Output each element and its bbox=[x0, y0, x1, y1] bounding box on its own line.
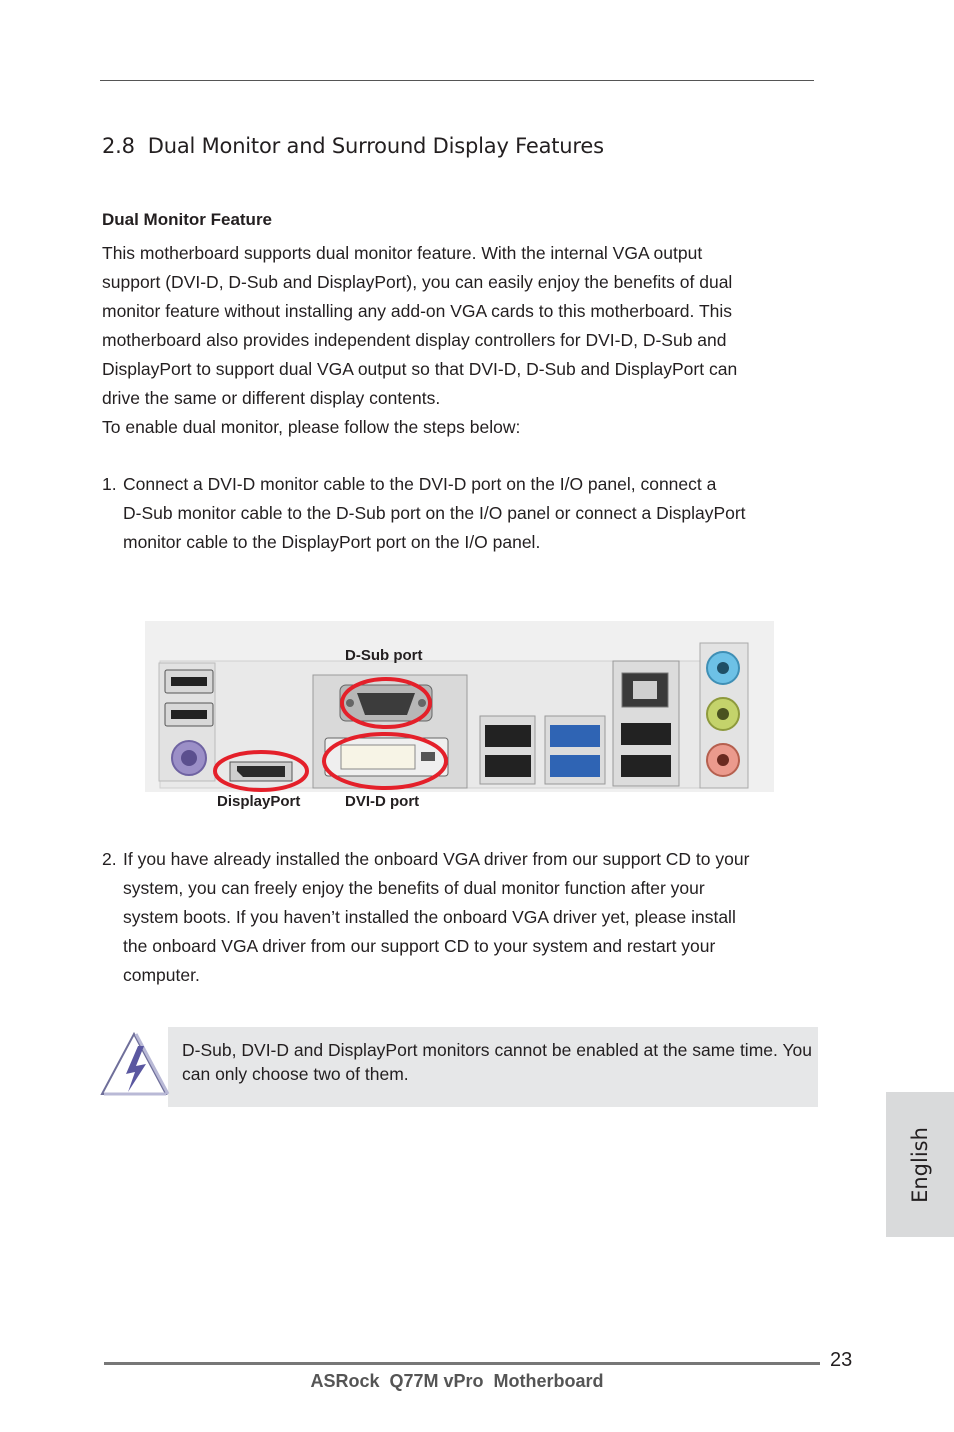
dvid-blade bbox=[421, 752, 435, 761]
usb-slot bbox=[171, 710, 207, 719]
lan-slot bbox=[633, 681, 657, 699]
dvid-pins bbox=[341, 745, 415, 769]
usb3-port-icon bbox=[550, 725, 600, 747]
jack-hole bbox=[717, 754, 729, 766]
top-rule bbox=[100, 80, 814, 81]
step-2-text bbox=[123, 845, 823, 990]
intro-paragraph bbox=[102, 239, 814, 442]
language-tab-text: English bbox=[908, 1126, 933, 1203]
intro-line: drive the same or different display contents. bbox=[102, 388, 441, 408]
intro-line: motherboard also provides independent display controllers for DVI-D, D-Sub and bbox=[102, 330, 727, 350]
step-line: Connect a DVI-D monitor cable to the DVI-D port on the I/O panel, connect a bbox=[123, 474, 717, 494]
step-line: monitor cable to the DisplayPort port on the I/O panel. bbox=[123, 532, 541, 552]
usb-slot bbox=[171, 677, 207, 686]
jack-hole bbox=[717, 662, 729, 674]
step-line: system boots. If you haven’t installed the onboard VGA driver yet, please install bbox=[123, 907, 736, 927]
io-panel-figure bbox=[145, 621, 774, 792]
warning-icon bbox=[100, 1030, 170, 1098]
step-1-number: 1. bbox=[102, 474, 117, 494]
screw-icon bbox=[418, 699, 426, 707]
intro-line: This motherboard supports dual monitor feature. With the internal VGA output bbox=[102, 243, 703, 263]
dsub-port-label: D-Sub port bbox=[345, 647, 423, 664]
sub-heading: Dual Monitor Feature bbox=[102, 210, 273, 229]
page-number: 23 bbox=[830, 1349, 853, 1371]
usb3-port-icon bbox=[550, 755, 600, 777]
language-tab-label bbox=[886, 1092, 954, 1237]
footer-title: ASRock Q77M vPro Motherboard bbox=[310, 1371, 604, 1391]
dvid-port-label: DVI-D port bbox=[345, 793, 420, 810]
section-title-text: Dual Monitor and Surround Display Features bbox=[147, 134, 604, 158]
section-number: 2.8 bbox=[102, 134, 135, 158]
step-line: computer. bbox=[123, 965, 200, 985]
intro-line: To enable dual monitor, please follow the steps below: bbox=[102, 417, 521, 437]
usb-port-icon bbox=[485, 755, 531, 777]
step-line: If you have already installed the onboard VGA driver from our support CD to your bbox=[123, 849, 750, 869]
note-text: D-Sub, DVI-D and DisplayPort monitors cannot be enabled at the same time. You can only choose two of them. bbox=[182, 1040, 812, 1084]
io-panel-drawing bbox=[145, 621, 774, 792]
jack-hole bbox=[717, 708, 729, 720]
step-line: D-Sub monitor cable to the D-Sub port on the I/O panel or connect a DisplayPort bbox=[123, 503, 746, 523]
displayport-slot bbox=[237, 766, 285, 777]
step-1-text bbox=[123, 470, 823, 557]
intro-line: DisplayPort to support dual VGA output so that DVI-D, D-Sub and DisplayPort can bbox=[102, 359, 738, 379]
usb-port-icon bbox=[485, 725, 531, 747]
step-line: the onboard VGA driver from our support CD to your system and restart your bbox=[123, 936, 716, 956]
step-line: system, you can freely enjoy the benefits of dual monitor function after your bbox=[123, 878, 705, 898]
intro-line: monitor feature without installing any add-on VGA cards to this motherboard. This bbox=[102, 301, 733, 321]
ps2-center bbox=[181, 750, 197, 766]
usb-port-icon bbox=[621, 723, 671, 745]
screw-icon bbox=[346, 699, 354, 707]
bottom-rule bbox=[104, 1362, 820, 1365]
section-title bbox=[102, 134, 604, 158]
dsub-trapezoid bbox=[357, 693, 415, 715]
usb-port-icon bbox=[621, 755, 671, 777]
intro-line: support (DVI-D, D-Sub and DisplayPort), you can easily enjoy the benefits of dual bbox=[102, 272, 733, 292]
step-2-number: 2. bbox=[102, 849, 117, 869]
displayport-label: DisplayPort bbox=[217, 793, 301, 810]
